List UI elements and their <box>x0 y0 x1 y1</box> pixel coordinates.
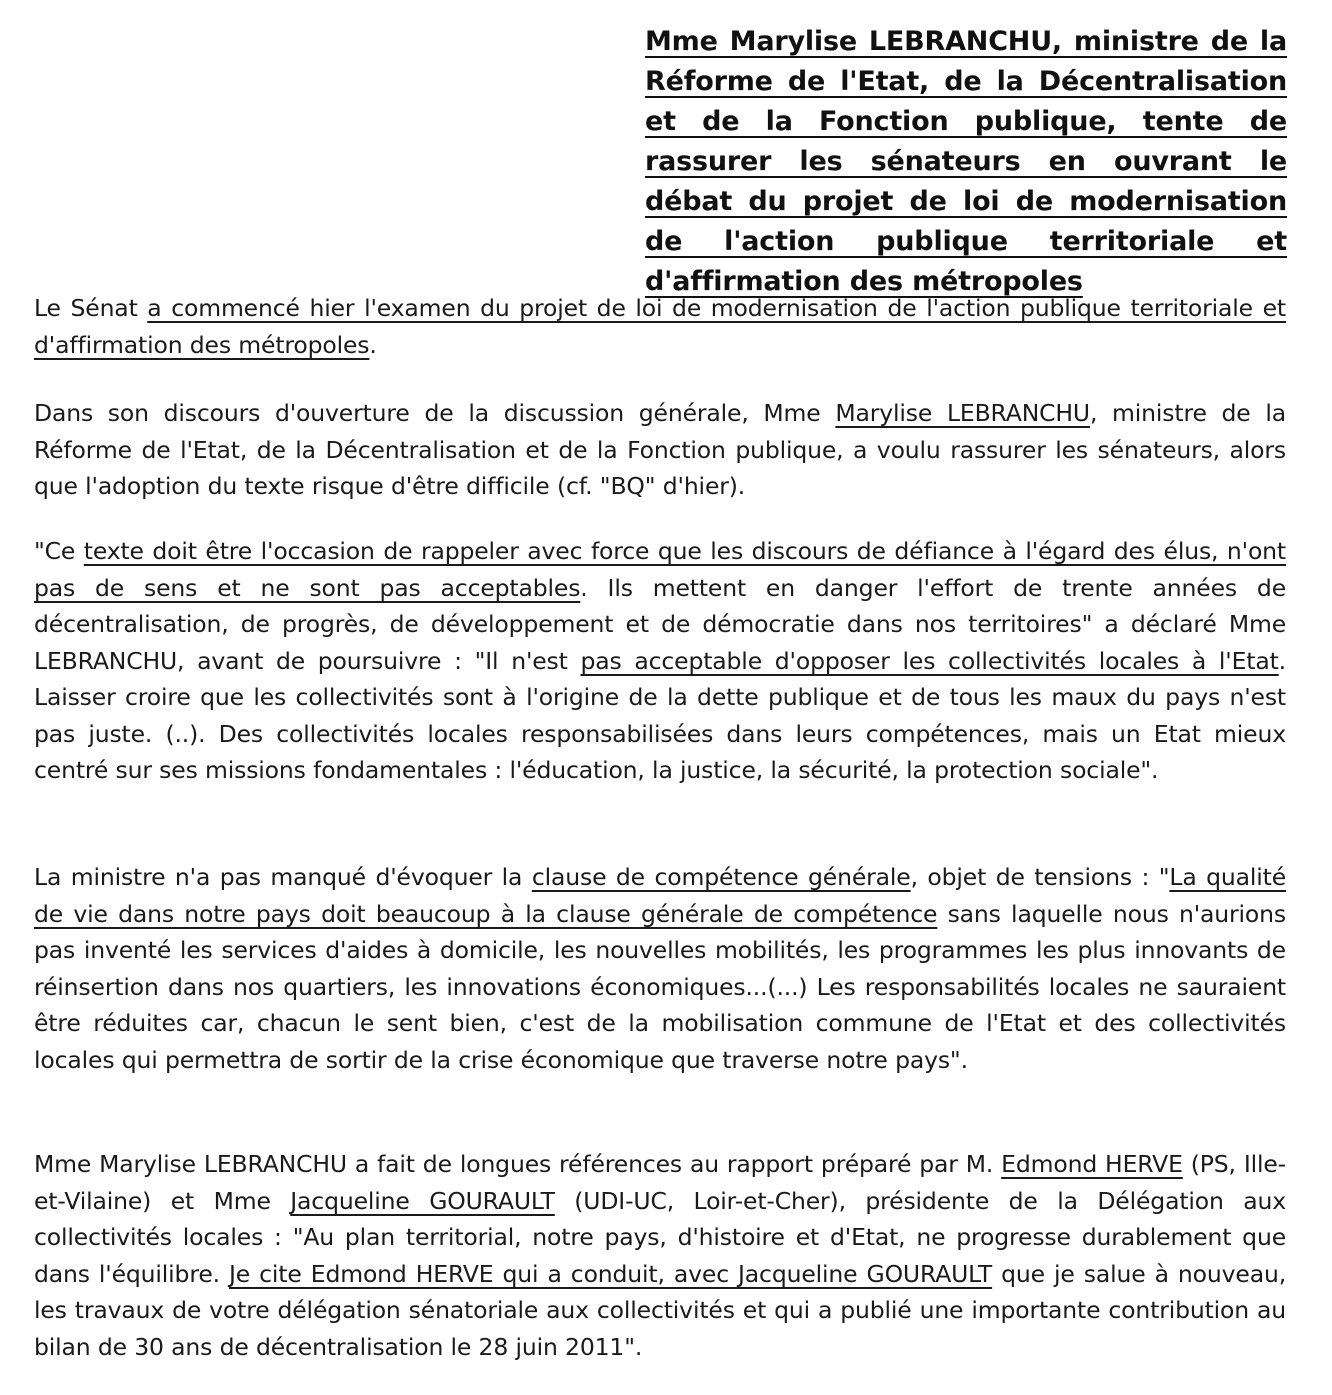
p2-text-c: , ministre de la Réforme de l'Etat, de la Décentralisation et de la Fonction publique, a voulu rassurer les sénateurs, alors que l'adoption du texte risque d'être difficile (cf. "BQ" d'hier). <box>34 399 1286 500</box>
paragraph-5 <box>34 1146 1286 1365</box>
p4-text-a: La ministre n'a pas manqué d'évoquer la <box>34 863 532 891</box>
p5-underlined-f: Je cite Edmond HERVE qui a conduit, avec Jacqueline GOURAULT <box>229 1259 993 1288</box>
p5-text-e: (UDI-UC, Loir-et-Cher), présidente de la Délégation aux collectivités locales : "Au plan territorial, notre pays, d'histoire et d'Etat, ne progresse durablement que dans l'équilibre. <box>34 1186 1286 1288</box>
p3-text-e: . Laisser croire que les collectivités sont à l'origine de la dette publique et de tous les maux du pays n'est pas juste. (..). Des collectivités locales responsabilisées dans leurs compétences, mais un Etat mieux centré sur ses missions fondamentales : l'éducation, la justice, la sécurité, la protection sociale". <box>34 646 1286 784</box>
p3-underlined-b: texte doit être l'occasion de rappeler avec force que les discours de défiance à l'égard des élus, n'ont pas de sens et ne sont pas acceptables <box>34 537 1286 602</box>
p3-text-a: "Ce <box>34 537 84 565</box>
p3-underlined-d: pas acceptable d'opposer les collectivités locales à l'Etat <box>580 646 1279 675</box>
paragraph-1 <box>34 290 1286 363</box>
p1-underlined-b: a commencé hier l'examen du projet de loi de modernisation de l'action publique territoriale et d'affirmation des métropoles <box>34 294 1286 359</box>
p5-underlined-b: Edmond HERVE <box>1001 1150 1183 1178</box>
paragraph-3 <box>34 533 1286 789</box>
p5-text-a: Mme Marylise LEBRANCHU a fait de longues références au rapport préparé par M. <box>34 1150 1002 1178</box>
headline-text: Mme Marylise LEBRANCHU, ministre de la Réforme de l'Etat, de la Décentralisation et de la Fonction publique, tente de rassurer les sénateurs en ouvrant le débat du projet de loi de modernisation de l'action publique territoriale et d'affirmation des métropoles <box>645 26 1287 297</box>
paragraph-2 <box>34 395 1286 505</box>
p4-underlined-d: La qualité de vie dans notre pays doit beaucoup à la clause générale de compétence <box>34 863 1287 928</box>
p5-text-g: que je salue à nouveau, les travaux de votre délégation sénatoriale aux collectivités et qui a publié une importante contribution au bilan de 30 ans de décentralisation le 28 juin 2011". <box>34 1259 1287 1361</box>
p5-text-c: (PS, Ille-et-Vilaine) et Mme <box>34 1150 1286 1215</box>
p3-text-c: . Ils mettent en danger l'effort de trente années de décentralisation, de progrès, de développement et de démocratie dans nos territoires" a déclaré Mme LEBRANCHU, avant de poursuivre : "Il n'est <box>34 573 1287 675</box>
p4-underlined-b: clause de compétence générale <box>531 863 911 891</box>
paragraph-4 <box>34 859 1286 1078</box>
p4-text-c: , objet de tensions : " <box>910 863 1170 891</box>
p2-text-a: Dans son discours d'ouverture de la discussion générale, Mme <box>34 399 836 427</box>
p2-underlined-b: Marylise LEBRANCHU <box>835 399 1090 427</box>
article-headline <box>645 22 1287 302</box>
p1-text-a: Le Sénat <box>34 294 148 322</box>
p1-text-c: . <box>369 330 377 359</box>
p5-underlined-d: Jacqueline GOURAULT <box>290 1186 555 1215</box>
p4-text-e: sans laquelle nous n'aurions pas inventé les services d'aides à domicile, les nouvelles mobilités, les programmes les plus innovants de réinsertion dans nos quartiers, les innovations économiques...(...) Les responsabilités locales ne sauraient être réduites car, chacun le sent bien, c'est de la mobilisation commune de l'Etat et des collectivités locales qui permettra de sortir de la crise économique que traverse notre pays". <box>34 899 1286 1074</box>
